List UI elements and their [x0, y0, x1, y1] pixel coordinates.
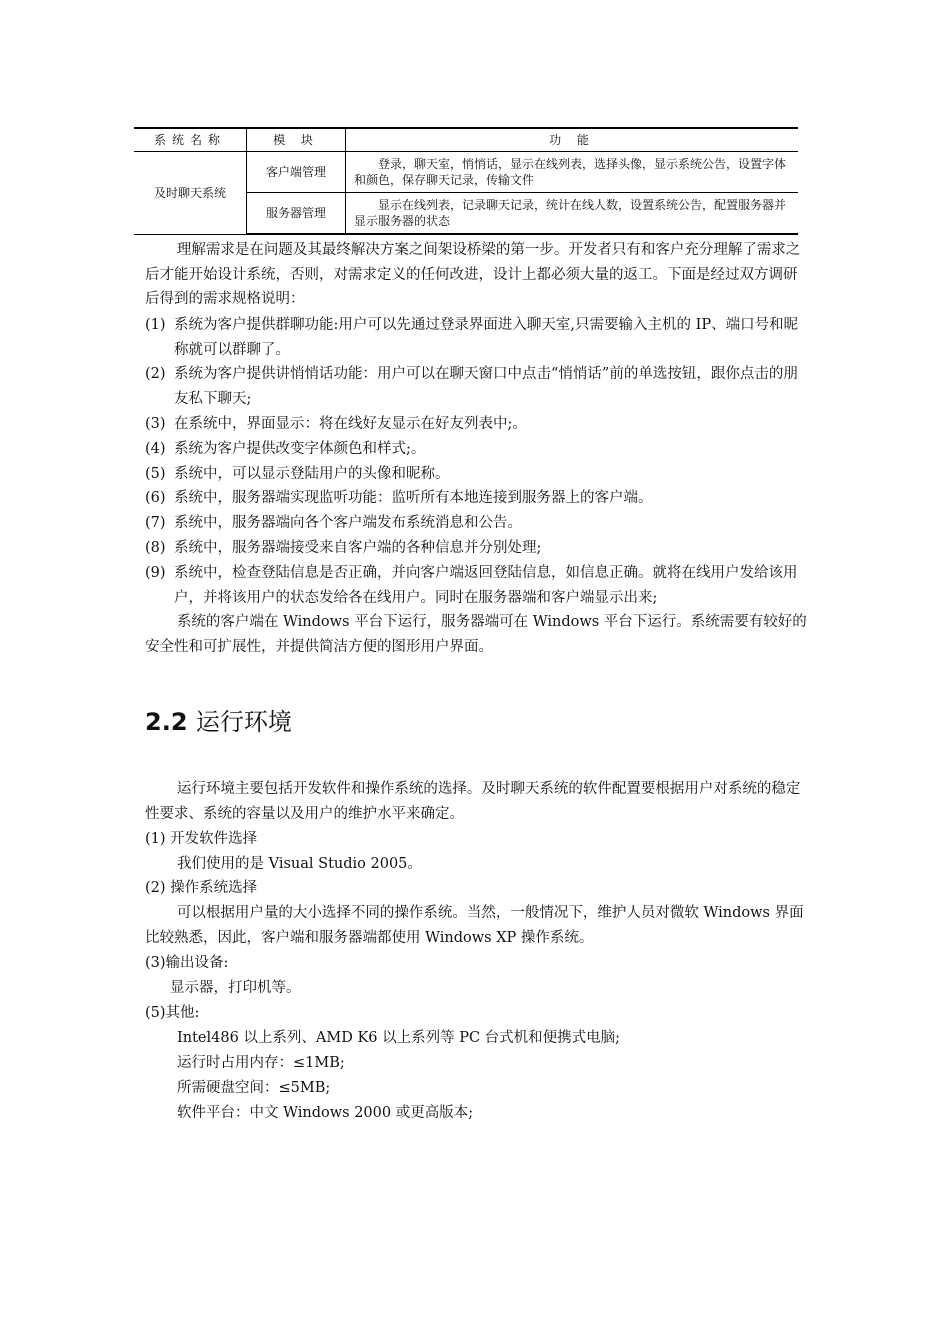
requirement-text: 在系统中，界面显示：将在线好友显示在好友列表中;。: [174, 416, 527, 432]
table-row: [134, 152, 798, 193]
table-header-row: [134, 128, 798, 152]
requirement-item: [145, 437, 810, 462]
env-item-label: (1) 开发软件选择: [145, 831, 258, 847]
requirement-number: (8): [145, 540, 166, 556]
requirement-item: [145, 412, 810, 437]
env-item-text: Intel486 以上系列、AMD K6 以上系列等 PC 台式机和便携式电脑;: [177, 1030, 621, 1046]
requirement-text: 系统中，服务器端向各个客户端发布系统消息和公告。: [174, 515, 522, 531]
requirement-text: 系统中，可以显示登陆用户的头像和昵称。: [174, 466, 450, 482]
env-item-text: 运行时占用内存：≤1MB;: [177, 1055, 345, 1071]
env-item-label: (2) 操作系统选择: [145, 880, 258, 896]
env-intro-paragraph: 运行环境主要包括开发软件和操作系统的选择。及时聊天系统的软件配置要根据用户对系统的稳定性要求、系统的容量以及用户的维护水平来确定。: [145, 781, 801, 822]
requirement-text: 系统中，检查登陆信息是否正确，并向客户端返回登陆信息，如信息正确。就将在线用户发给该用户，并将该用户的状态发给各在线用户。同时在服务器端和客户端显示出来;: [174, 565, 798, 606]
table-cell-function: 登录，聊天室，悄悄话，显示在线列表，选择头像，显示系统公告，设置字体和颜色，保存聊天记录，传输文件: [346, 152, 799, 193]
requirement-item: [145, 536, 810, 561]
requirement-number: (1): [145, 317, 166, 333]
requirement-item: [145, 561, 810, 610]
requirement-number: (4): [145, 441, 166, 457]
requirement-item: [145, 462, 810, 487]
requirement-number: (9): [145, 565, 166, 581]
section-title: 运行环境: [195, 708, 292, 736]
intro-paragraph: 理解需求是在问题及其最终解决方案之间架设桥梁的第一步。开发者只有和客户充分理解了需求之后才能开始设计系统，否则，对需求定义的任何改进，设计上都必须大量的返工。下面是经过双方调研后得到的需求规格说明：: [145, 242, 801, 308]
requirement-text: 系统中，服务器端接受来自客户端的各种信息并分别处理;: [174, 540, 542, 556]
requirement-item: [145, 313, 810, 362]
requirement-number: (2): [145, 366, 166, 382]
requirement-text: 系统为客户提供讲悄悄话功能：用户可以在聊天窗口中点击“悄悄话”前的单选按钮，跟你点击的朋友私下聊天;: [174, 366, 798, 407]
table-header-module: 模 块: [247, 128, 346, 152]
env-item-text: 软件平台：中文 Windows 2000 或更高版本;: [177, 1105, 474, 1121]
env-item-text: 所需硬盘空间：≤5MB;: [177, 1080, 331, 1096]
table-cell-module: 服务器管理: [247, 193, 346, 235]
table-header-function: 功 能: [346, 128, 799, 152]
requirement-number: (5): [145, 466, 166, 482]
requirement-item: [145, 486, 810, 511]
table-header-system: 系统名称: [134, 128, 247, 152]
requirement-number: (3): [145, 416, 166, 432]
env-item-label: (5)其他:: [145, 1005, 200, 1021]
env-item-text: 可以根据用户量的大小选择不同的操作系统。当然，一般情况下，维护人员对微软 Windows 界面比较熟悉，因此，客户端和服务器端都使用 Windows XP 操作系统。: [145, 905, 804, 946]
closing-paragraph: 系统的客户端在 Windows 平台下运行，服务器端可在 Windows 平台下运行。系统需要有较好的安全性和可扩展性，并提供简洁方便的图形用户界面。: [145, 614, 807, 655]
table-cell-system-name: 及时聊天系统: [134, 152, 247, 235]
env-item-label: (3)输出设备:: [145, 955, 229, 971]
requirement-text: 系统为客户提供群聊功能:用户可以先通过登录界面进入聊天室,只需要输入主机的 IP、端口号和昵称就可以群聊了。: [174, 317, 799, 358]
requirement-item: [145, 362, 810, 411]
requirement-text: 系统中，服务器端实现监听功能：监听所有本地连接到服务器上的客户端。: [174, 490, 653, 506]
module-function-table: [134, 127, 798, 235]
section-heading: [145, 704, 292, 740]
section-number: 2.2: [145, 708, 188, 736]
requirement-number: (7): [145, 515, 166, 531]
env-item-text: 显示器，打印机等。: [170, 980, 301, 996]
table-cell-function: 显示在线列表，记录聊天记录，统计在线人数，设置系统公告，配置服务器并显示服务器的状态: [346, 193, 799, 235]
requirement-text: 系统为客户提供改变字体颜色和样式;。: [174, 441, 426, 457]
requirement-item: [145, 511, 810, 536]
env-item-text: 我们使用的是 Visual Studio 2005。: [177, 856, 422, 872]
requirement-number: (6): [145, 490, 166, 506]
table-cell-module: 客户端管理: [247, 152, 346, 193]
